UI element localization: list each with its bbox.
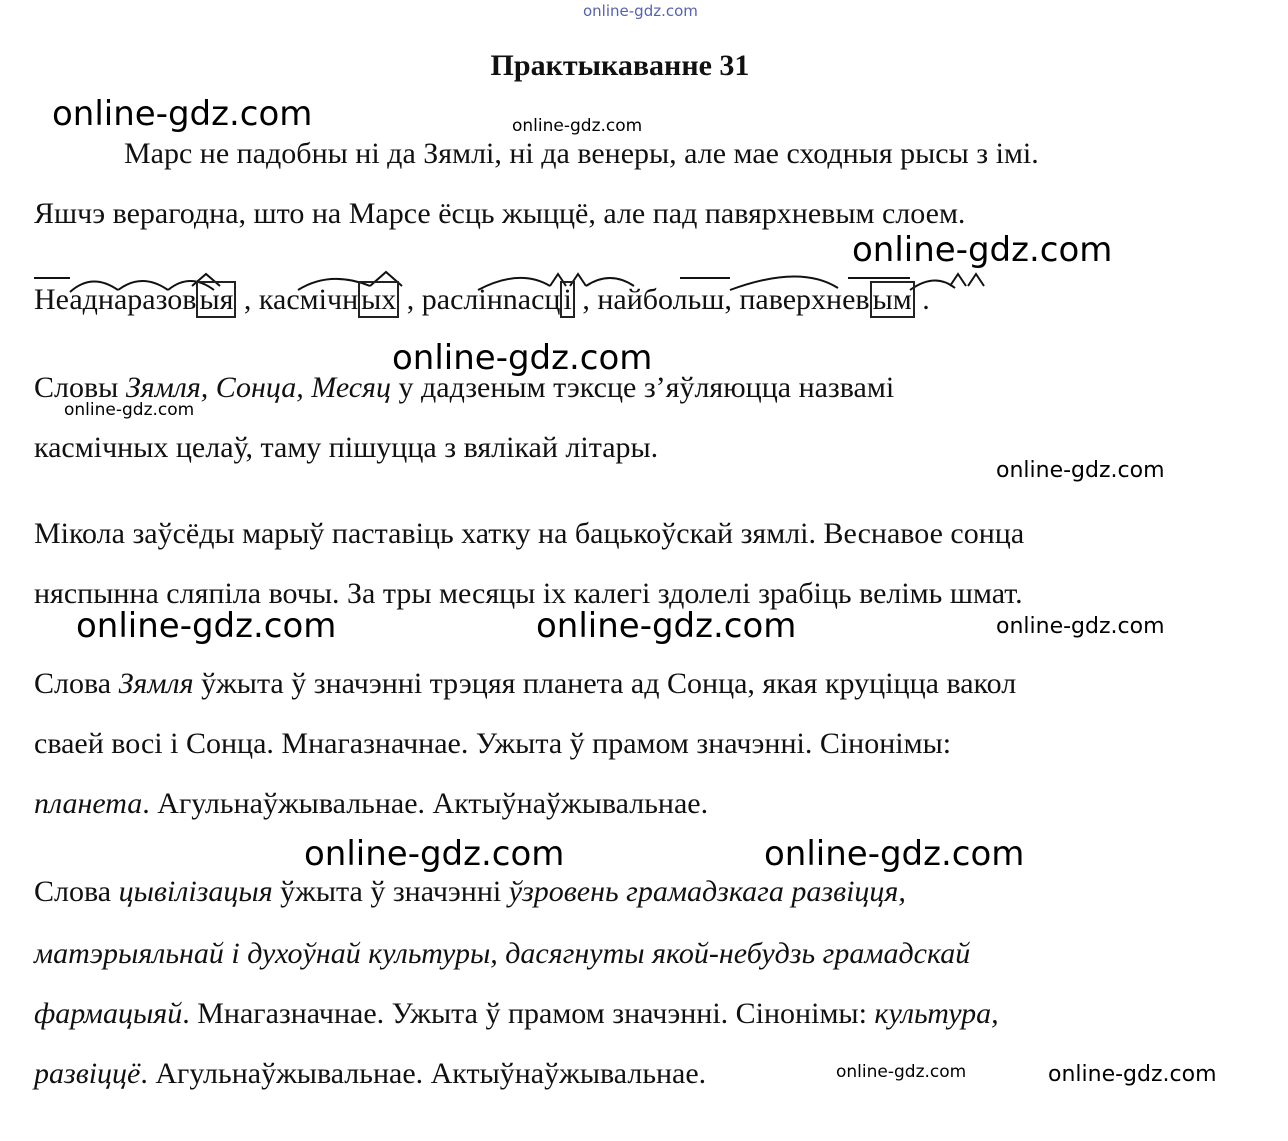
text-line: Яшчэ верагодна, што на Марсе ёсць жыццё, але пад павярхневым слоем.: [34, 197, 966, 230]
text-line: фармацыяй. Мнагазначнае. Ужыта ў прамом значэнні. Сінонімы: культура,: [34, 997, 999, 1030]
watermark: online-gdz.com: [392, 338, 653, 378]
text-line: сваей восі і Сонца. Мнагазначнае. Ужыта ў прамом значэнні. Сінонімы:: [34, 727, 952, 760]
watermark: online-gdz.com: [76, 606, 337, 646]
text-line: касмічных целаў, таму пішуцца з вялікай літары.: [34, 431, 659, 464]
word-paverkhnevym: паверхнев ым: [739, 281, 914, 318]
watermark-top: online-gdz.com: [583, 2, 698, 20]
ending-box: ыя: [196, 281, 236, 318]
word-raslinnastsi: раслінnасц і: [422, 281, 575, 318]
ending-box: ых: [358, 281, 399, 318]
morpheme-analysis-line: Неаднаразов ыя , касмічн ых , раслінnасц і , найбольш, паверхнев ым .: [34, 283, 930, 316]
word-neadnarazovyya: Неаднаразов ыя: [34, 281, 236, 318]
text-line: планета. Агульнаўжывальнае. Актыўнаўжывальнае.: [34, 787, 709, 820]
ending-box: ым: [870, 281, 915, 318]
word-kasmichnykh: касмічн ых: [259, 281, 399, 318]
watermark: online-gdz.com: [512, 116, 643, 136]
watermark: online-gdz.com: [996, 458, 1165, 483]
text-line: Марс не падобны ні да Зямлі, ні да венеры, але мае сходныя рысы з імі.: [124, 137, 1039, 170]
text-line: развіццё. Агульнаўжывальнае. Актыўнаўжывальнае.: [34, 1057, 707, 1090]
watermark: online-gdz.com: [852, 230, 1113, 270]
ending-box: і: [560, 281, 574, 318]
watermark: online-gdz.com: [64, 400, 195, 420]
watermark: online-gdz.com: [52, 94, 313, 134]
watermark: online-gdz.com: [996, 614, 1165, 639]
text-line: матэрыяльнай і духоўнай культуры, дасягнуты якой-небудзь грамадскай: [34, 937, 971, 970]
page-title: Практыкаванне 31: [490, 49, 750, 82]
watermark: online-gdz.com: [836, 1062, 967, 1082]
text-line: Словы Зямля, Сонца, Месяц у дадзеным тэксце з’яўляюцца назвамі: [34, 371, 895, 404]
text-line: Слова цывілізацыя ўжыта ў значэнні ўзровень грамадзкага развіцця,: [34, 875, 906, 908]
text-line: няспынна сляпіла вочы. За тры месяцы іх калегі здолелі зрабіць велімь шмат.: [34, 577, 1023, 610]
watermark: online-gdz.com: [536, 606, 797, 646]
text-line: Мікола заўсёды марыў паставіць хатку на бацькоўскай зямлі. Веснавое сонца: [34, 517, 1025, 550]
watermark: online-gdz.com: [764, 834, 1025, 874]
watermark: online-gdz.com: [1048, 1062, 1217, 1087]
watermark: online-gdz.com: [304, 834, 565, 874]
text-line: Слова Зямля ўжыта ў значэнні трэцяя планета ад Сонца, якая круціцца вакол: [34, 667, 1017, 700]
